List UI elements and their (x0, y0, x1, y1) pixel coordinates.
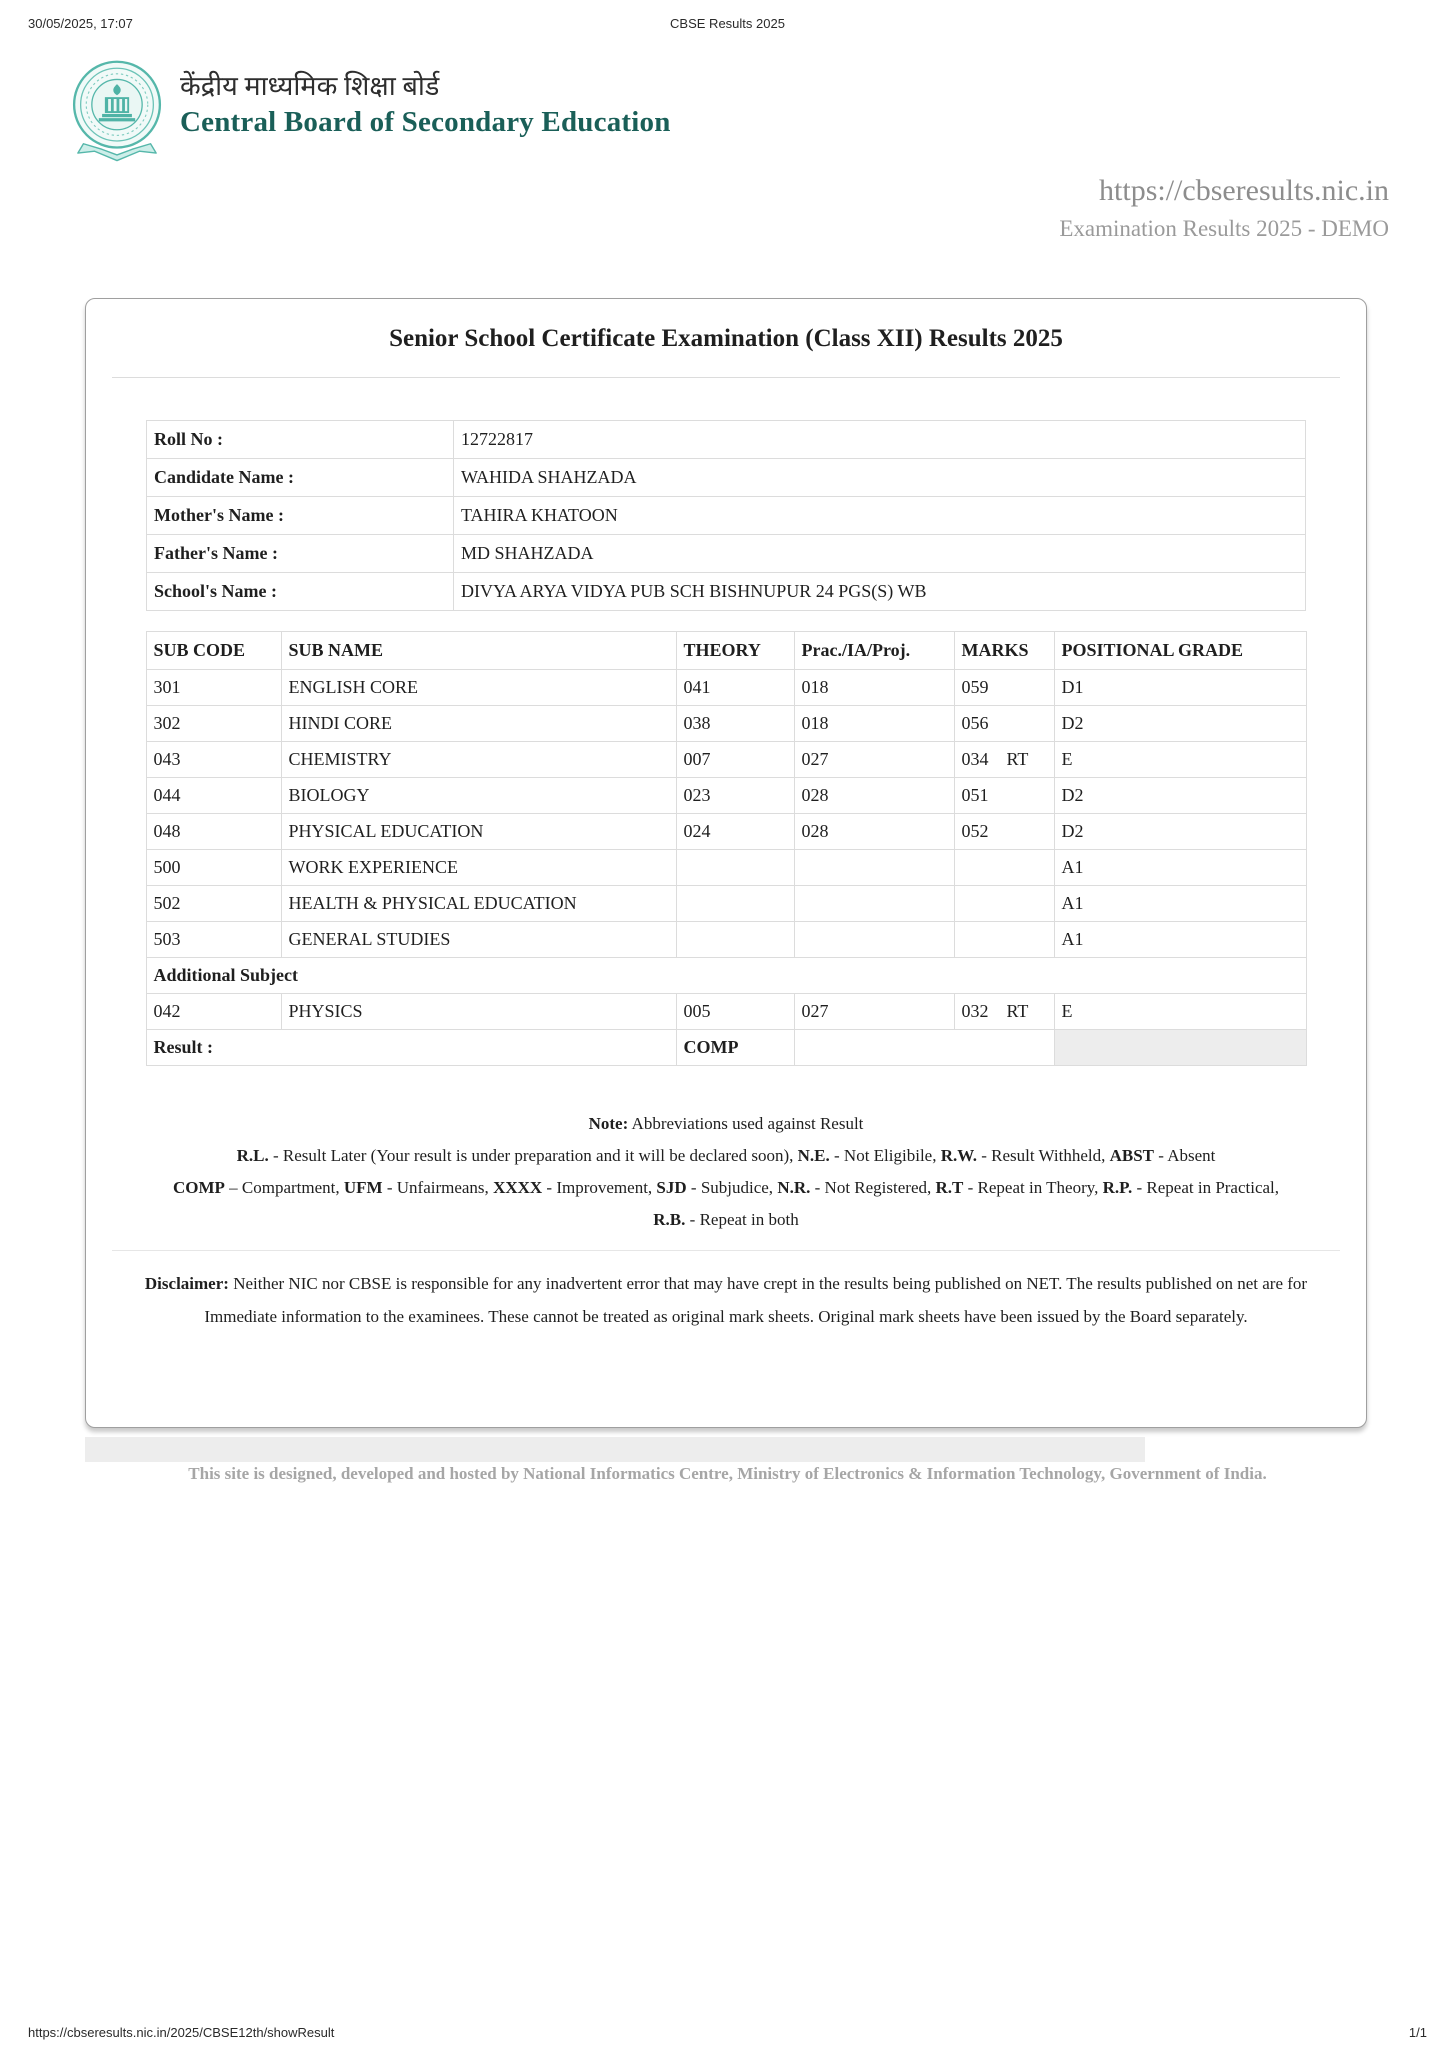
marks-cell (954, 850, 1054, 886)
marks-table (146, 631, 1307, 1066)
candidate-info-row (147, 459, 1306, 497)
sub-name-cell: PHYSICS (281, 994, 676, 1030)
subject-row (146, 994, 1306, 1030)
sub-name-cell: HINDI CORE (281, 706, 676, 742)
marks-column-header: POSITIONAL GRADE (1054, 632, 1306, 670)
results-site-subtitle: Examination Results 2025 - DEMO (1059, 216, 1389, 241)
marks-cell: 051 (954, 778, 1054, 814)
page-background-strip (85, 1437, 1145, 1462)
theory-cell: 005 (676, 994, 794, 1030)
sub-name-cell: BIOLOGY (281, 778, 676, 814)
marks-cell: 034 RT (954, 742, 1054, 778)
candidate-field-label: Roll No : (147, 421, 454, 459)
prac-cell (794, 850, 954, 886)
sub-code-cell: 301 (146, 670, 281, 706)
grade-cell: A1 (1054, 850, 1306, 886)
marks-flag: RT (1006, 1001, 1029, 1021)
subject-row (146, 886, 1306, 922)
theory-cell (676, 922, 794, 958)
prac-cell (794, 922, 954, 958)
grade-cell: D2 (1054, 778, 1306, 814)
note-abbreviations-1: R.L. - Result Later (Your result is under preparation and it will be declared soon), N.E. - Not Eligibile, R.W. - Result Withheld, ABST - Absent (236, 1146, 1216, 1165)
candidate-field-label: Father's Name : (147, 535, 454, 573)
sub-code-cell: 302 (146, 706, 281, 742)
print-page-number: 1/1 (1408, 2025, 1427, 2040)
sub-name-cell: HEALTH & PHYSICAL EDUCATION (281, 886, 676, 922)
results-site-url: https://cbseresults.nic.in (1099, 174, 1389, 207)
sub-code-cell: 043 (146, 742, 281, 778)
subject-row (146, 742, 1306, 778)
prac-cell (794, 886, 954, 922)
candidate-field-label: Mother's Name : (147, 497, 454, 535)
candidate-info-row (147, 421, 1306, 459)
grade-cell: A1 (1054, 886, 1306, 922)
additional-subject-label: Additional Subject (146, 958, 1306, 994)
marks-flag: RT (1006, 749, 1029, 769)
grade-cell: E (1054, 742, 1306, 778)
marks-cell: 056 (954, 706, 1054, 742)
result-label: Result : (146, 1030, 676, 1066)
marks-cell: 052 (954, 814, 1054, 850)
note-title: Note: Abbreviations used against Result (588, 1114, 864, 1133)
marks-column-header: SUB CODE (146, 632, 281, 670)
marks-column-header: THEORY (676, 632, 794, 670)
subject-row (146, 706, 1306, 742)
note-divider (112, 1250, 1340, 1251)
sub-code-cell: 048 (146, 814, 281, 850)
sub-code-cell: 503 (146, 922, 281, 958)
sub-name-cell: CHEMISTRY (281, 742, 676, 778)
result-row (146, 1030, 1306, 1066)
result-grade-cell (1054, 1030, 1306, 1066)
sub-name-cell: ENGLISH CORE (281, 670, 676, 706)
candidate-info-row (147, 535, 1306, 573)
grade-cell: A1 (1054, 922, 1306, 958)
subject-row (146, 778, 1306, 814)
prac-cell: 028 (794, 814, 954, 850)
candidate-info-row (147, 497, 1306, 535)
candidate-field-value: TAHIRA KHATOON (454, 497, 1306, 535)
grade-cell: D2 (1054, 706, 1306, 742)
site-credit-text: This site is designed, developed and hosted by National Informatics Centre, Ministry of Electronics & Information Technology, Government of India. (188, 1464, 1267, 1483)
theory-cell: 023 (676, 778, 794, 814)
sub-code-cell: 502 (146, 886, 281, 922)
sub-code-cell: 500 (146, 850, 281, 886)
marks-cell: 059 (954, 670, 1054, 706)
sub-name-cell: WORK EXPERIENCE (281, 850, 676, 886)
grade-cell: D2 (1054, 814, 1306, 850)
theory-cell: 041 (676, 670, 794, 706)
subject-row (146, 922, 1306, 958)
prac-cell: 028 (794, 778, 954, 814)
candidate-field-value: DIVYA ARYA VIDYA PUB SCH BISHNUPUR 24 PGS(S) WB (454, 573, 1306, 611)
print-page-title: CBSE Results 2025 (670, 16, 785, 31)
candidate-info-table (146, 420, 1306, 611)
disclaimer-text: Disclaimer: Neither NIC nor CBSE is responsible for any inadvertent error that may have crept in the results being published on NET. The results published on net are for Immediate information to the examinees. These cannot be treated as original mark sheets. Original mark sheets have been issued by the Board separately. (144, 1274, 1308, 1326)
theory-cell: 007 (676, 742, 794, 778)
candidate-field-label: Candidate Name : (147, 459, 454, 497)
grade-cell: E (1054, 994, 1306, 1030)
board-name-hindi: केंद्रीय माध्यमिक शिक्षा बोर्ड (180, 71, 440, 101)
theory-cell (676, 886, 794, 922)
marks-cell (954, 922, 1054, 958)
title-divider (112, 377, 1340, 378)
site-links (1059, 174, 1389, 242)
marks-column-header: SUB NAME (281, 632, 676, 670)
result-card (85, 298, 1367, 1428)
marks-header-row (146, 632, 1306, 670)
sub-code-cell: 042 (146, 994, 281, 1030)
prac-cell: 018 (794, 706, 954, 742)
marks-cell (954, 886, 1054, 922)
note-abbreviations-2: COMP – Compartment, UFM - Unfairmeans, XXXX - Improvement, SJD - Subjudice, N.R. - Not Registered, R.T - Repeat in Theory, R.P. - Repeat in Practical, R.B. - Repeat in both (172, 1178, 1280, 1229)
theory-cell (676, 850, 794, 886)
candidate-info-row (147, 573, 1306, 611)
candidate-field-value: WAHIDA SHAHZADA (454, 459, 1306, 497)
prac-cell: 027 (794, 994, 954, 1030)
board-name-english: Central Board of Secondary Education (180, 106, 671, 138)
marks-cell: 032 RT (954, 994, 1054, 1030)
cbse-brand-header (70, 58, 671, 173)
exam-title: Senior School Certificate Examination (Class XII) Results 2025 (389, 325, 1063, 352)
result-value: COMP (676, 1030, 794, 1066)
note-section (171, 1108, 1281, 1236)
marks-column-header: Prac./IA/Proj. (794, 632, 954, 670)
sub-name-cell: PHYSICAL EDUCATION (281, 814, 676, 850)
subject-row (146, 670, 1306, 706)
theory-cell: 038 (676, 706, 794, 742)
subject-row (146, 814, 1306, 850)
candidate-field-label: School's Name : (147, 573, 454, 611)
additional-subject-section-row (146, 958, 1306, 994)
result-empty-cell (794, 1030, 1054, 1066)
print-datetime: 30/05/2025, 17:07 (28, 16, 133, 31)
prac-cell: 027 (794, 742, 954, 778)
candidate-field-value: 12722817 (454, 421, 1306, 459)
grade-cell: D1 (1054, 670, 1306, 706)
sub-name-cell: GENERAL STUDIES (281, 922, 676, 958)
print-source-url: https://cbseresults.nic.in/2025/CBSE12th/showResult (28, 2025, 335, 2040)
cbse-seal-icon (70, 58, 164, 173)
candidate-field-value: MD SHAHZADA (454, 535, 1306, 573)
subject-row (146, 850, 1306, 886)
sub-code-cell: 044 (146, 778, 281, 814)
prac-cell: 018 (794, 670, 954, 706)
theory-cell: 024 (676, 814, 794, 850)
marks-column-header: MARKS (954, 632, 1054, 670)
